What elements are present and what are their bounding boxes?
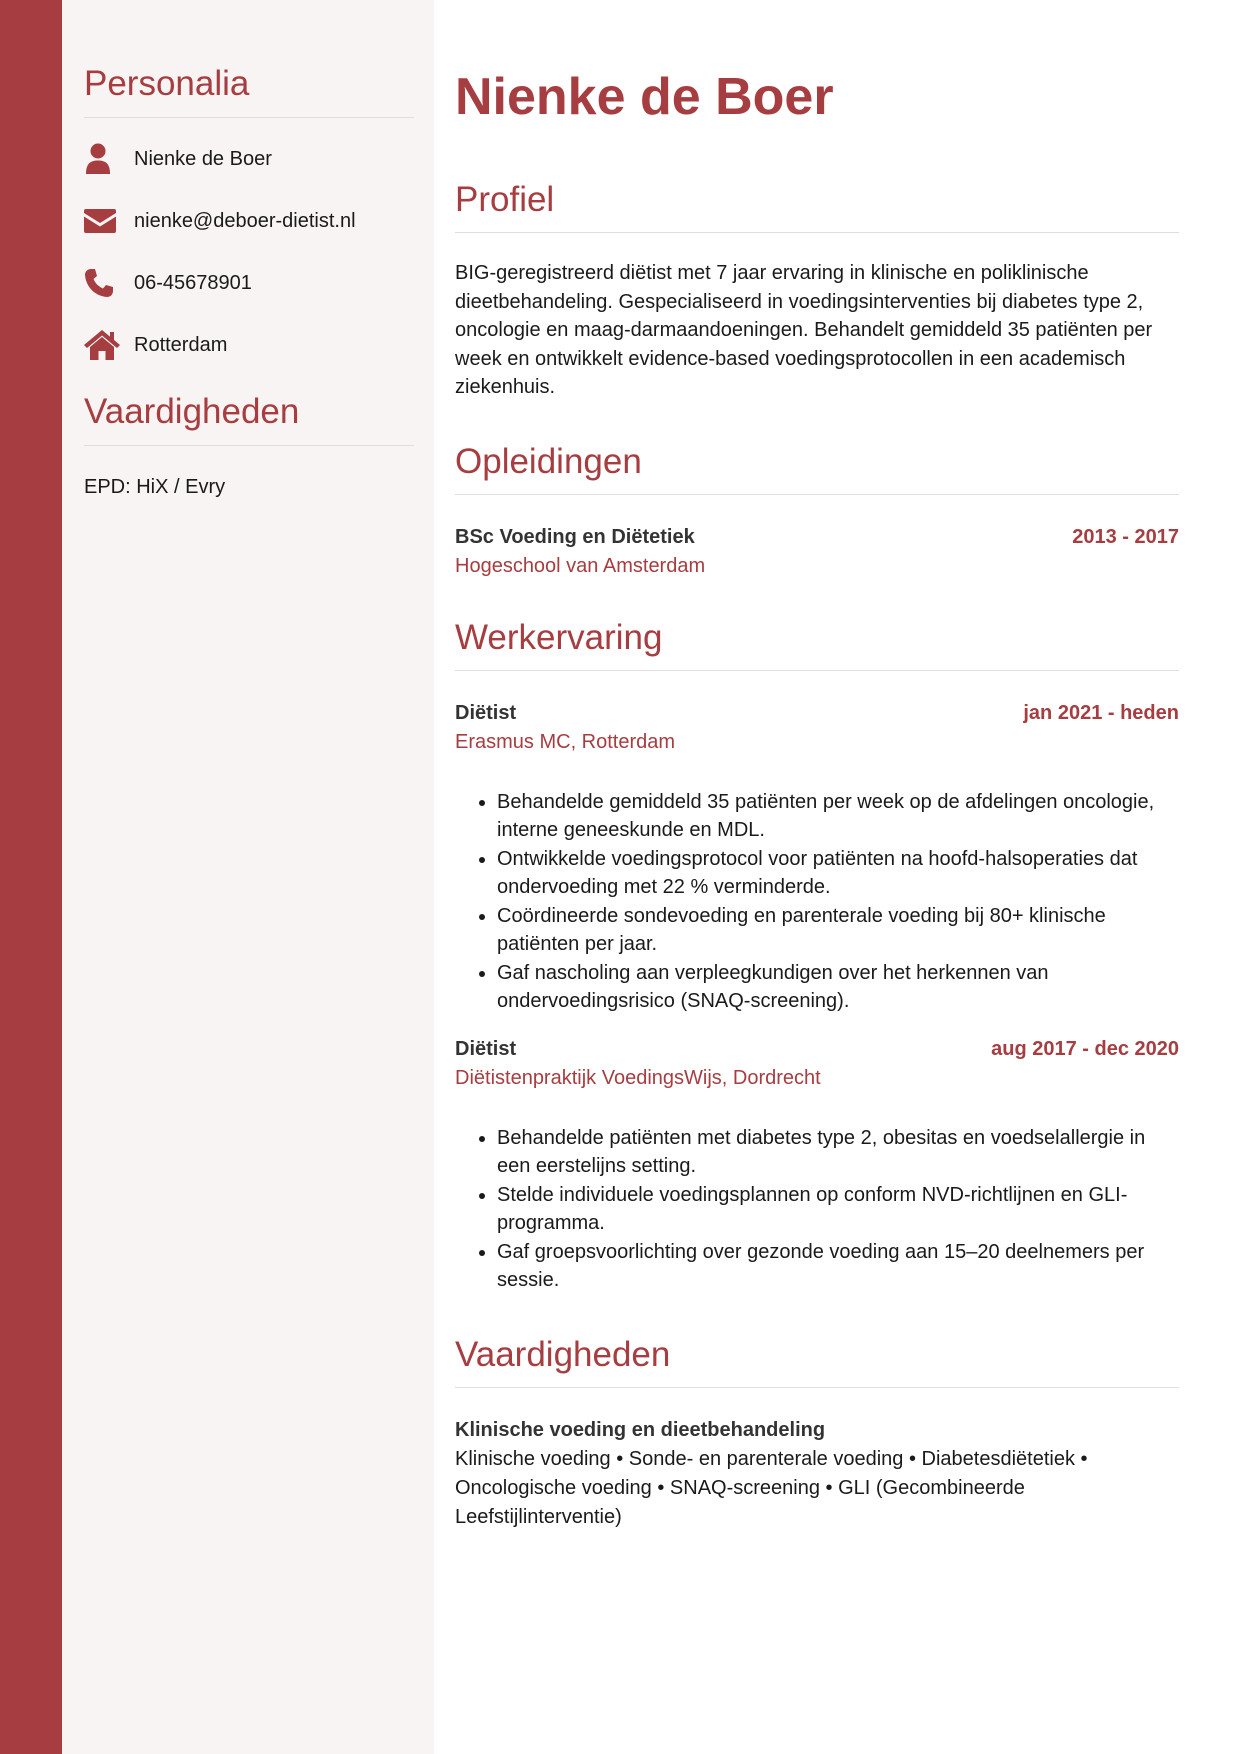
user-icon [84, 143, 120, 175]
job-bullet: • Coördineerde sondevoeding en parenterale voeding bij 80+ klinische patiënten per jaar. [497, 902, 1179, 959]
contact-phone [84, 264, 414, 302]
main-content [455, 62, 1179, 1532]
education-title: BSc Voeding en Diëtetiek [455, 525, 695, 548]
candidate-name: Nienke de Boer [455, 68, 834, 126]
profile-heading: Profiel [455, 178, 1179, 233]
job-employer: Diëtistenpraktijk VoedingsWijs, Dordrecht [455, 1066, 821, 1089]
skill-list: Klinische voeding • Sonde- en parenterale voeding • Diabetesdiëtetiek • Oncologische voeding • SNAQ-screening • GLI (Gecombineerde Leefstijlinterventie) [455, 1447, 1088, 1528]
contact-location-text: Rotterdam [134, 333, 228, 356]
profile-section [455, 178, 1179, 402]
job-bullet: • Stelde individuele voedingsplannen op conform NVD-richtlijnen en GLI-programma. [497, 1181, 1179, 1238]
job-bullet: • Ontwikkelde voedingsprotocol voor patiënten na hoofd-halsoperaties dat ondervoeding met 22 % verminderde. [497, 845, 1179, 902]
contact-location [84, 326, 414, 364]
education-entry [455, 526, 1179, 578]
job-bullets [455, 1124, 1179, 1295]
experience-entry [455, 1038, 1179, 1295]
experience-entry [455, 702, 1179, 1016]
accent-stripe [0, 0, 62, 1754]
job-title: Diëtist [455, 701, 517, 724]
skills-section [455, 1333, 1179, 1532]
education-section [455, 440, 1179, 578]
sidebar [62, 0, 434, 1754]
job-title: Diëtist [455, 1037, 517, 1060]
contact-phone-text[interactable]: 06-45678901 [134, 271, 252, 294]
job-bullet: • Gaf groepsvoorlichting over gezonde voeding aan 15–20 deelnemers per sessie. [497, 1238, 1179, 1295]
job-date: jan 2021 - heden [1023, 701, 1179, 724]
sidebar-skills-heading: Vaardigheden [84, 390, 414, 446]
profile-text: BIG-geregistreerd diëtist met 7 jaar ervaring in klinische en poliklinische dieetbehandeling. Gespecialiseerd in voedingsinterventies bij diabetes type 2, oncologie en maag-darmaandoeningen. Behandelt gemiddeld 35 patiënten per week en ontwikkelt evidence-based voedingsprotocollen in een academisch ziekenhuis. [455, 262, 1153, 398]
envelope-icon [84, 205, 120, 237]
skills-heading: Vaardigheden [455, 1333, 1179, 1388]
job-bullet: • Gaf nascholing aan verpleegkundigen over het herkennen van ondervoedingsrisico (SNAQ-screening). [497, 959, 1179, 1016]
home-icon [84, 329, 120, 361]
experience-section [455, 616, 1179, 1295]
job-employer: Erasmus MC, Rotterdam [455, 730, 676, 753]
skill-category: Klinische voeding en dieetbehandeling [455, 1418, 826, 1441]
job-bullets [455, 788, 1179, 1016]
experience-heading: Werkervaring [455, 616, 1179, 671]
job-bullet: • Behandelde patiënten met diabetes type 2, obesitas en voedselallergie in een eerstelijns setting. [497, 1124, 1179, 1181]
education-institution: Hogeschool van Amsterdam [455, 554, 706, 577]
sidebar-skill-item: EPD: HiX / Evry [84, 476, 226, 498]
phone-icon [84, 267, 120, 299]
personal-heading: Personalia [84, 62, 414, 118]
contact-name-text: Nienke de Boer [134, 147, 272, 170]
education-heading: Opleidingen [455, 440, 1179, 495]
contact-email [84, 202, 414, 240]
job-date: aug 2017 - dec 2020 [991, 1037, 1179, 1060]
job-bullet: • Behandelde gemiddeld 35 patiënten per week op de afdelingen oncologie, interne geneeskunde en MDL. [497, 788, 1179, 845]
contact-name [84, 140, 414, 178]
contact-list [84, 140, 414, 364]
contact-email-text[interactable]: nienke@deboer-dietist.nl [134, 209, 356, 232]
education-date: 2013 - 2017 [1072, 525, 1179, 548]
